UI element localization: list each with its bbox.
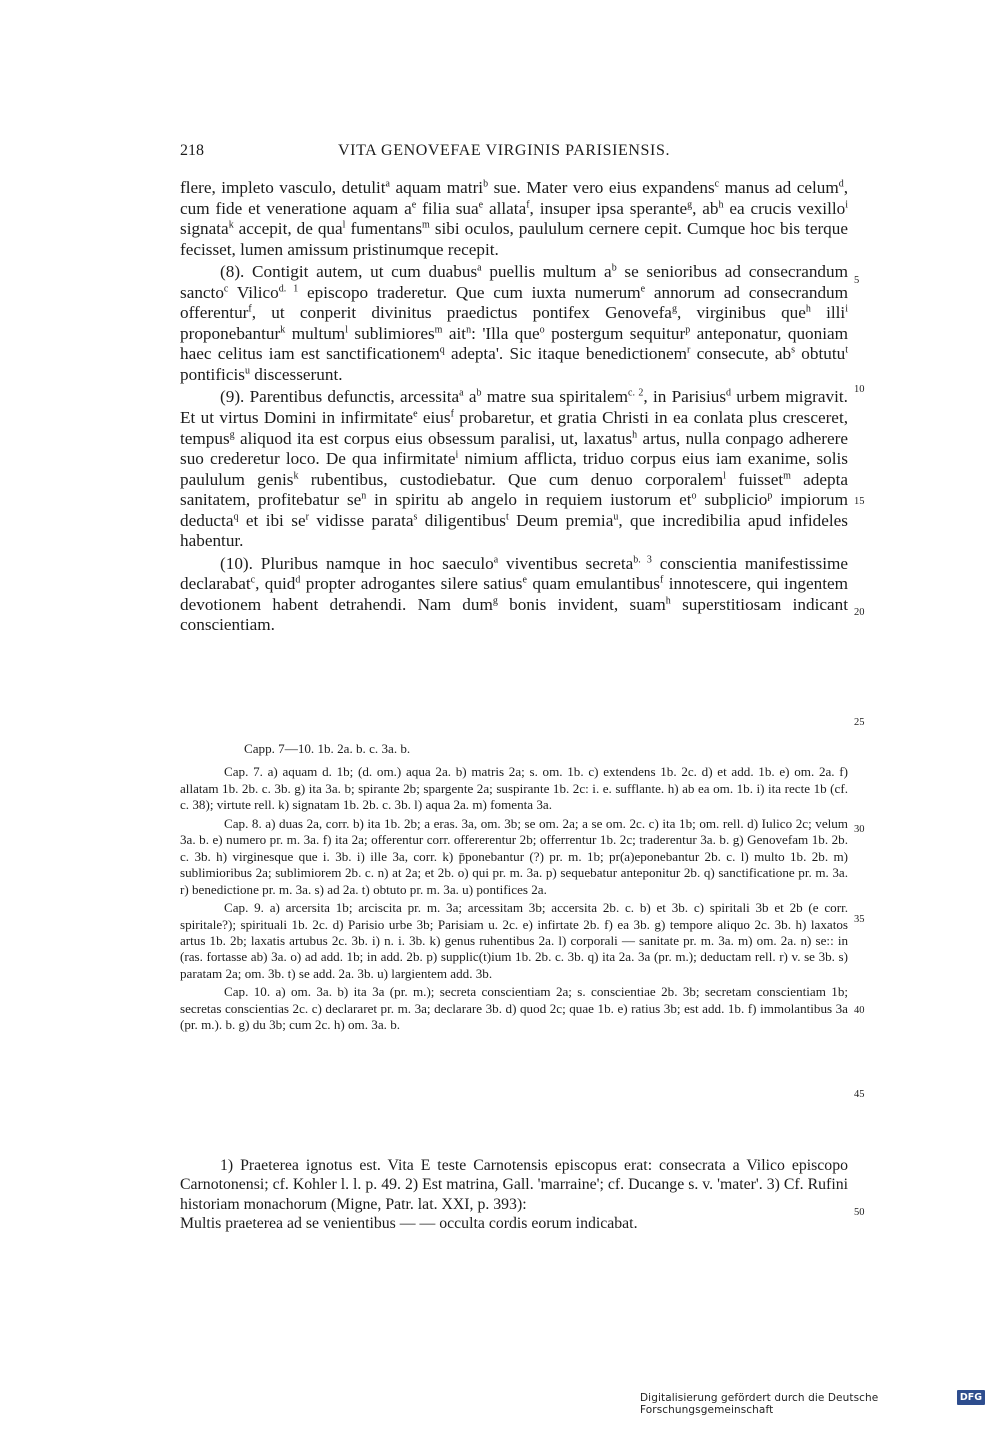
note-marker: f	[659, 574, 664, 586]
note-marker: c. 2	[628, 387, 644, 399]
note-marker: f	[450, 408, 454, 420]
line-number: 45	[854, 1089, 865, 1100]
note-marker: i	[845, 198, 848, 210]
note-marker: d. 1	[278, 283, 299, 294]
paragraph-cap-7: flere, impleto vasculo, detulit$^a$ aquam matri$^b$ sue. Mater vero eius expandens$^c$ manus ad celum$^d$, cum fide et veneratione aquam $a^e$ filia sua$^e$ allata$^f$, insuper ipsa sperante$^g$, $ab^h$ ea crucis vexillo$^i$ signata$^k$ accepit, de qua$^l$ fumentans$^m$ sibi oculos, paululum cernere cepit. Cumque hoc bis terque fecisset, lumen amissum pristinumque recepit.	[180, 178, 848, 259]
running-title: VITA GENOVEFAE VIRGINIS PARISIENSIS.	[338, 142, 671, 159]
note-marker: e	[640, 283, 646, 294]
line-number: 15	[854, 496, 865, 507]
note-marker: g	[229, 428, 235, 440]
note-marker: d	[295, 574, 301, 586]
note-marker: e	[413, 408, 418, 420]
note-marker: k	[293, 469, 299, 481]
apparatus-cap-9: Cap. 9. a) arcersita 1b; arciscita pr. m. 3a; arcessitam 3b; accersita 2b. c. b) et 3b. c) spiritali 3b et 2b (e corr. spiritale?); spirituali 1b. 2c. d) Parisio urbe 3b; Parisiam u. 2c. e) infirtate 2b. f) ea 3b. g) tempore aliquo 2c. 3b. h) laxatos artus 1b. 2b; laxatis artubus 2c. 3b. i) n. i. 3b. k) genus ruhentibus 2a. l) corporali — sanitate pr. m. 3a. m) om. 2a. n) se:: in (ras. fortasse ab) 3a. o) ad add. 1b; in add. 2b. p) supplic(t)ium 1b. 2b. c. 3b. q) ita 2a. 3a (pr. m.); deductam rell. r) v. se 3b. s) paratam 2a; om. 3b. t) se add. 2a. 3b. u) largientem add. 3b.	[180, 900, 848, 981]
paragraph-cap-8: (8). Contigit autem, ut cum duabus$^a$ puellis multum $a^b$ se senioribus ad consecrandum sancto$^c$ Vilico$^{d. 1}$ episcopo traderetur. Que cum iuxta numerum$^e$ annorum ad consecrandum offerentur$^f$, ut conperit divinitus praedictus pontifex Genovefa$^g$, virginibus que$^h$ illi$^i$ proponebantur$^k$ multum$^l$ sublimiores$^m$ ait$^n$: 'Illa que$^o$ postergum sequitur$^p$ anteponatur, quoniam haec celitus iam est sanctificationem$^q$ adepta'. Sic itaque benedictionem$^r$ consecute, $ab^s$ obtutu$^t$ pontificis$^u$ discesserunt.	[180, 262, 849, 384]
apparatus-cap-8: Cap. 8. a) duas 2a, corr. b) ita 1b. 2b; a eras. 3a, om. 3b; se om. 2a; a se om. 2c. c) ita 1b; om. rell. d) Iulico 2c; velum 3a. b. e) numero pr. m. 3a. f) ita 2a; offerentur corr. offererentur 2b; offerrentur 1b. 2c; traderentur 3a. b. g) Genovefam 1b. 2b. c. 3b. h) virginesque que i. 3b. i) ille 3a, corr. k) p̄ponebantur (?) pr. m. 1b; pr(a)eponebantur 2b. c. l) multo 1b. 2b. m) sublimioribus 2a; sublimiorem 2b. c. n) at 2a; et 2b. o) qui pr. m. 3a. p) sequebatur anteponitur 2b. q) sanctificatione pr. m. 3a. r) benedictione pr. m. 3a. s) ad 2a. t) obtuto pr. m. 3a. u) pontifices 2a.	[180, 815, 848, 897]
note-marker: a	[477, 262, 482, 274]
note-marker: r	[687, 344, 691, 356]
note-marker: c	[223, 283, 229, 294]
note-marker: d	[838, 178, 844, 190]
note-marker: m	[422, 219, 430, 231]
note-marker: h	[718, 198, 724, 210]
line-number: 30	[854, 824, 865, 835]
note-marker: n	[466, 324, 472, 336]
line-number: 20	[854, 607, 865, 618]
paragraph-cap-10: (10). Pluribus namque in hoc saeculo$^a$ viventibus secreta$^{b. 3}$ conscientia manifestissime declarabat$^c$, quid$^d$ propter adrogantes silere satius$^e$ quam emulantibus$^f$ innotescere, qui ingentem devotionem habent detrahendi. Nam dum$^g$ bonis invident, suam$^h$ superstitiosam indicant conscientiam.	[180, 553, 848, 635]
line-number: 25	[854, 717, 865, 728]
apparatus-cap-7: Cap. 7. a) aquam d. 1b; (d. om.) aqua 2a. b) matris 2a; s. om. 1b. c) extendens 1b. 2c. d) et add. 1b. e) om. 2a. f) allatam 1b. 2b. c. 3b. g) ita 3a. b; spirante 2b; spargente 2a; suspirante 1b. 2c: i. e. sufflante. h) ab ea om. 1b. i) ita recte 1b (cf. c. 38); virtute rell. k) signatam 1b. 2b. c. 3b. l) aqua 2a. m) fomenta 3a.	[180, 764, 848, 813]
note-marker: b	[611, 262, 617, 274]
note-marker: g	[687, 198, 693, 210]
note-marker: l	[723, 469, 726, 481]
note-marker: q	[233, 511, 239, 523]
page-header	[180, 142, 845, 166]
note-marker: n	[361, 490, 367, 502]
note-marker: h	[632, 428, 638, 440]
footnotes	[180, 1156, 848, 1233]
note-marker: a	[459, 387, 464, 399]
note-marker: d	[726, 387, 732, 399]
footnote-quote: Multis praeterea ad se venientibus — — occulta cordis eorum indicabat.	[180, 1214, 638, 1232]
note-marker: f	[526, 198, 530, 210]
note-marker: p	[685, 324, 691, 336]
note-marker: c	[250, 574, 256, 586]
line-number: 50	[854, 1207, 865, 1218]
note-marker: l	[342, 219, 346, 231]
note-marker: e	[478, 198, 484, 210]
note-marker: k	[280, 324, 286, 336]
line-number: 35	[854, 914, 865, 925]
apparatus-heading: Capp. 7—10. 1b. 2a. b. c. 3a. b.	[244, 741, 411, 756]
line-number: 40	[854, 1005, 865, 1016]
critical-apparatus	[180, 741, 848, 1036]
note-marker: m	[783, 469, 791, 481]
note-marker: m	[434, 324, 443, 336]
note-marker: a	[493, 554, 499, 566]
note-marker: h	[805, 303, 811, 315]
note-marker: i	[455, 449, 459, 461]
note-marker: g	[492, 595, 498, 607]
paragraph-cap-9: (9). Parentibus defunctis, arcessita$^a$ $a^b$ matre sua spiritalem$^{c. 2}$, in Parisius$^d$ urbem migravit. Et ut virtus Domini in infirmitate$^e$ eius$^f$ probaretur, et gratia Christi in ea conlata plus cresceret, tempus$^g$ aliquod ita est corpus eius obsessum paralisi, ut, laxatus$^h$ artus, nulla conpago adherere suo crederetur loco. De qua infirmitate$^i$ nimium afflicta, triduo corpus eius iam exanime, solis paululum genis$^k$ rubentibus, custodiebatur. Que cum denuo corporalem$^l$ fuisset$^m$ adepta sanitatem, profitebatur $se^n$ in spiritu ab angelo in requiem iustorum $et^o$ subplicio$^p$ impiorum deducta$^q$ et ibi $se^r$ vidisse parata$^s$ diligentibus$^t$ Deum premia$^u$, que incredibilia apud infideles habentur.	[180, 387, 849, 551]
note-marker: q	[439, 344, 445, 356]
note-marker: i	[845, 303, 848, 315]
note-marker: e	[522, 574, 527, 586]
line-number: 10	[854, 384, 865, 395]
note-marker: b	[483, 178, 489, 190]
note-marker: s	[413, 511, 418, 523]
footnote-text: 1) Praeterea ignotus est. Vita E teste Carnotensis episcopus erat: consecrata a Vilico episcopo Carnotonensi; cf. Kohler l. l. p. 49. 2) Est matrina, Gall. 'marraine'; cf. Ducange s. v. 'mater'. 3) Cf. Rufini historiam monachorum (Migne, Patr. lat. XXI, p. 393):	[180, 1157, 848, 1213]
note-marker: c	[714, 178, 720, 190]
note-marker: b. 3	[633, 554, 652, 566]
note-marker: p	[767, 490, 773, 502]
note-marker: u	[613, 511, 619, 523]
footer	[640, 1390, 985, 1416]
note-marker: b	[476, 387, 482, 399]
note-marker: a	[385, 178, 390, 190]
apparatus-cap-10: Cap. 10. a) om. 3a. b) ita 3a (pr. m.); secreta conscientiam 2a; s. conscientiae 2b. 3b; secretam conscientiam 1b; secretas conscientias 2c. c) declararet pr. m. 3a; declarare 3b. d) quod 2c; quae 1b. e) ratius 3b; est add. 1b. f) immolantibus 3a (pr. m.). b. g) du 3b; cum 2c. h) om. 3a. b.	[180, 984, 848, 1033]
main-text	[180, 178, 848, 636]
note-marker: h	[665, 595, 671, 607]
note-marker: r	[305, 511, 309, 523]
note-marker: u	[244, 365, 250, 377]
note-marker: l	[345, 324, 348, 336]
page-number: 218	[180, 142, 204, 159]
note-marker: g	[671, 303, 677, 315]
note-marker: f	[248, 303, 252, 315]
note-marker: o	[539, 324, 545, 336]
note-marker: t	[505, 511, 509, 523]
note-marker: k	[228, 219, 234, 231]
dfg-logo: DFG	[957, 1390, 985, 1405]
note-marker: s	[791, 344, 796, 356]
note-marker: t	[845, 344, 848, 356]
note-marker: o	[691, 490, 697, 502]
note-marker: e	[411, 198, 417, 210]
footer-credit: Digitalisierung gefördert durch die Deutsche Forschungsgemeinschaft	[640, 1392, 879, 1416]
line-number: 5	[854, 275, 860, 286]
